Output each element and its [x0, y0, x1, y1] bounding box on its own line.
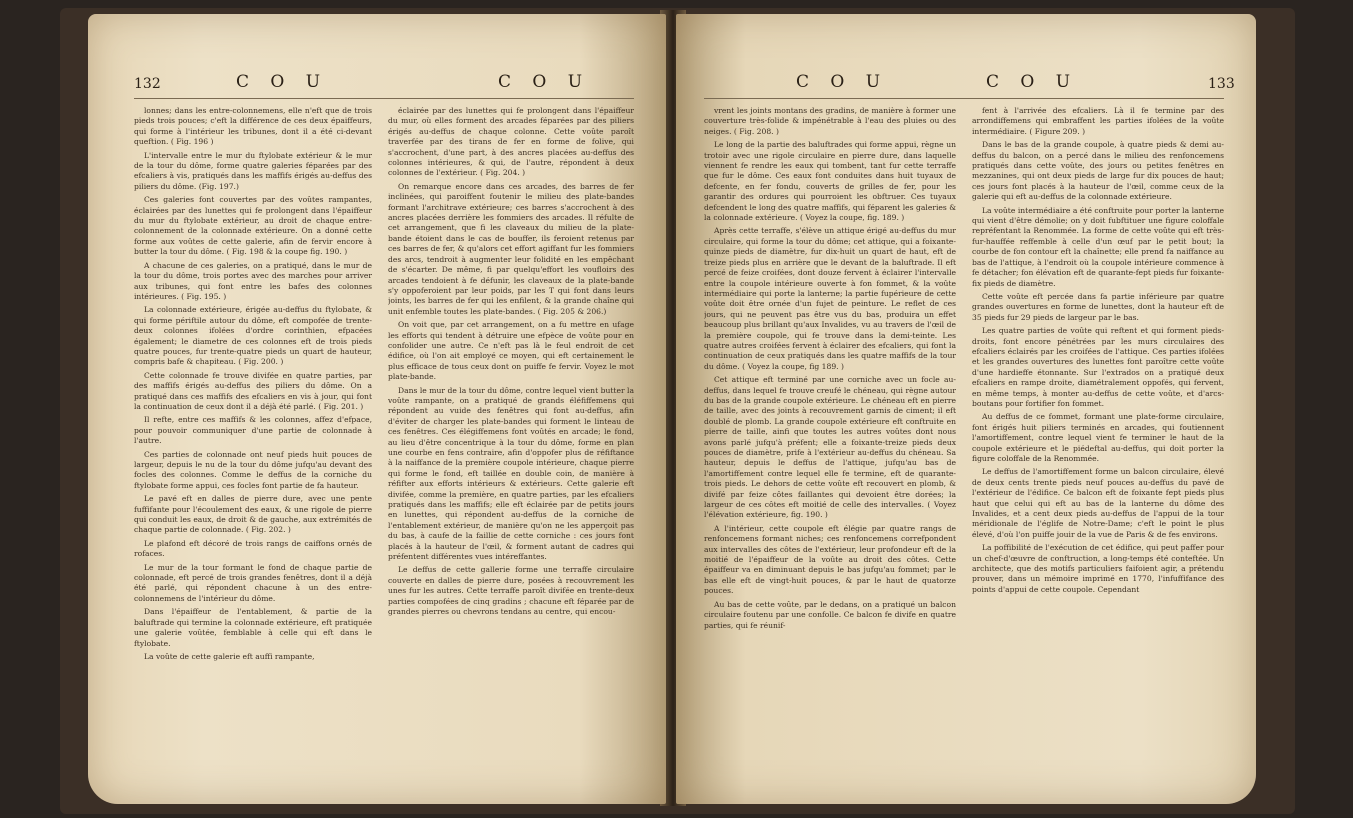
- left-column-1: [134, 106, 372, 796]
- paragraph: Après cette terraffe, s'élève un attique érigé au-deffus du mur circulaire, qui forme la tour du dôme; cet attique, qui a foixante-quinze pieds de diamètre, fur dix-huit un quart de haut, eft de treize pieds plus en arrière que le devant de la baluftrade. Il eft percé de feize croifées, dont douze fervent à éclairer l'intervalle entre la coupole intérieure ouverte à fon fommet, & la voûte intermédiaire qui porte la lanterne; la partie fupérieure de cette voûte doit être ornée d'un fujet de peinture. Le reflet de ces jours, qui ne peuvent pas être vus du bas, produira un effet beaucoup plus brillant qu'aux Invalides, vu au travers de l'œil de la première coupole, qui fe trouve dans la demi-teinte. Les quatre autres croifées fervent à éclairer des efcaliers, qui font la continuation de ceux pratiqués dans les quatre maffifs de la tour du dôme. ( Voyez la coupe, fig 189. ): [704, 226, 956, 371]
- paragraph: A chacune de ces galeries, on a pratiqué, dans le mur de la tour du dôme, trois portes avec des marches pour arriver aux tribunes, qui font entre les bafes des colonnes intérieures. ( Fig. 195. ): [134, 260, 372, 301]
- paragraph: Au bas de cette voûte, par le dedans, on a pratiqué un balcon circulaire foutenu par une confolle. Ce balcon fe divife en quatre parties, qui fe réunif-: [704, 599, 956, 630]
- paragraph: Dans le mur de la tour du dôme, contre lequel vient butter la voûte rampante, on a pratiqué de grands éléfiffemens qui répondent au vuide des fenêtres qui font au-deffus, afin d'éviter de charger les plate-bandes qui forment le linteau de ces fenêtres. Ces élégiffemens font voûtés en arcade; le fond, au lieu d'être concentrique à la tour du dôme, forme en plan une courbe en fens contraire, afin d'oppofer plus de réfiftance à la naiffance de la première coupole intérieure, chaque pierre qui forme le fond, eft taillée en double coin, de manière à réfifter aux efforts intérieurs & extérieurs. Cette galerie eft divifée, comme la première, en quatre parties, par les efcaliers pratiqués dans les maffifs; elle eft éclairée par de petits jours en lunettes, qui répondent au-deffus de la corniche de l'entablement extérieur, de manière qu'on ne les apperçoit pas du bas, à caufe de la faillie de cette corniche : ces jours font placés à la hauteur de l'œil, & forment autant de cadres qui préfentent différentes vues intéreffantes.: [388, 385, 634, 562]
- paragraph: La poffibilité de l'exécution de cet édifice, qui peut paffer pour un chef-d'œuvre de conftruction, a long-temps été conteftée. Un architecte, que des motifs particuliers faifoient agir, a prétendu prouver, dans un mémoire imprimé en 1770, l'infuffifance des points d'appui de cette coupole. Cependant: [972, 543, 1224, 594]
- right-header-rule: [704, 98, 1224, 99]
- right-header-left: C O U: [796, 72, 889, 92]
- paragraph: Dans l'épaiffeur de l'entablement, & partie de la baluftrade qui termine la colonnade extérieure, eft pratiquée une galerie voûtée, femblable à celle qui eft dans le ftylobate.: [134, 607, 372, 648]
- right-page: [676, 14, 1256, 804]
- paragraph: La voûte intermédiaire a été conftruite pour porter la lanterne qui vient d'être démolie; on y doit fubftituer une figure coloffale repréfentant la Renommée. La forme de cette voûte qui eft très-fur-hauffée reffemble à celle d'un œuf par le petit bout; la courbe de fon contour eft la chaînette; elle prend fa naiffance au bas de l'attique, à l'endroit où la coupole intérieure commence à fe détacher; fon élévation eft de quarante-fept pieds fur foixante-fix pieds de diamètre.: [972, 205, 1224, 288]
- paragraph: On remarque encore dans ces arcades, des barres de fer inclinées, qui paroiffent foutenir le milieu des plate-bandes formant l'architrave extérieure; ces barres s'accrochent à des ancres placées derrière les fommiers des arcades. Il réfulte de cet arrangement, que fi les claveaux du milieu de la plate-bande étoient dans le cas de bouffer, ils feroient retenus par ces barres de fer, & qu'alors cet effort agiffant fur les fommiers des arcs, tendroit à augmenter leur folidité en les empêchant de s'écarter. De même, fi par quelqu'effort les voufloirs des arcades tendoient à fe défunir, les claveaux de la plate-bande s'y oppoferoient par leur poids, par les T qui font dans leurs joints, les barres de fer qui les enfilent, & la grande chaîne qui unit enfemble toutes les plate-bandes. ( Fig. 205 & 206.): [388, 181, 634, 316]
- paragraph: Il refte, entre ces maffifs & les colonnes, affez d'efpace, pour pouvoir communiquer d'une partie de colonnade à l'autre.: [134, 415, 372, 446]
- paragraph: fent à l'arrivée des efcaliers. Là il fe termine par des arrondiffemens qui embraffent les parties ifolées de la voûte intermédiaire. ( Figure 209. ): [972, 106, 1224, 136]
- paragraph: Dans le bas de la grande coupole, à quatre pieds & demi au-deffus du balcon, on a percé dans le milieu des renfoncemens pratiqués dans cette voûte, des jours ou petites fenêtres en mezzanines, qui ont deux pieds de large fur dix pouces de haut; ces jours font placés à la hauteur de l'œil, comme ceux de la galerie qui eft au-deffus de la colonnade extérieure.: [972, 140, 1224, 202]
- paragraph: Ces galeries font couvertes par des voûtes rampantes, éclairées par des lunettes qui fe prolongent dans l'épaiffeur du mur du ftylobate extérieur, au droit de chaque entre-colonnement de la colonnade extérieure. On a donné cette forme aux voûtes de cette galerie, afin de fervir encore à butter la tour du dôme. ( Fig. 198 & la coupe fig. 190. ): [134, 195, 372, 257]
- paragraph: lonnes; dans les entre-colonnemens, elle n'eft que de trois pieds trois pouces; c'eft la différence de ces deux épaiffeurs, qui forme à l'intérieur les tribunes, dont il a été ci-devant queftion. ( Fig. 196 ): [134, 106, 372, 147]
- left-page-number: 132: [134, 76, 161, 92]
- right-column-1: [704, 106, 956, 796]
- paragraph: Le plafond eft décoré de trois rangs de caiffons ornés de rofaces.: [134, 538, 372, 559]
- right-page-number: 133: [1208, 76, 1235, 92]
- paragraph: L'intervalle entre le mur du ftylobate extérieur & le mur de la tour du dôme, forme quatre galeries féparées par des efcaliers à vis, pratiqués dans les maffifs érigés au-deffus des piliers du dôme. (Fig. 197.): [134, 150, 372, 191]
- left-header-right: C O U: [498, 72, 591, 92]
- left-page: [88, 14, 666, 804]
- paragraph: Le mur de la tour formant le fond de chaque partie de colonnade, eft percé de trois grandes fenêtres, dont il a déjà été parlé, qui répondent chacune à un des entre-colonnemens de l'intérieur du dôme.: [134, 562, 372, 603]
- paragraph: A l'intérieur, cette coupole eft élégie par quatre rangs de renfoncemens formant niches; ces renfoncemens correfpondent aux intervalles des côtes de l'extérieur, leur profondeur eft de la moitié de l'épaiffeur de la voûte au droit des côtes. Cette épaiffeur va en diminuant depuis le bas jufqu'au fommet; par le bas elle eft de vingt-huit pouces, & par le haut de quatorze pouces.: [704, 523, 956, 596]
- paragraph: Le deffus de l'amortiffement forme un balcon circulaire, élevé de deux cents trente pieds neuf pouces au-deffus du pavé de l'extérieur de l'édifice. Ce balcon eft de foixante fept pieds plus haut que celui qui eft au bas de la lanterne du dôme des Invalides, et a cent deux pieds au-deffus de l'appui de la tour méridionale de l'églife de Notre-Dame; c'eft le point le plus élevé, d'où l'on puiffe jouir de la vue de Paris & de fes environs.: [972, 467, 1224, 539]
- right-header-right: C O U: [986, 72, 1079, 92]
- paragraph: Cet attique eft terminé par une corniche avec un focle au-deffus, dans lequel fe trouve creufé le chéneau, qui règne autour du bas de la grande coupole extérieure. Le chéneau eft en pierre de taille, avec des joints à recouvrement garnis de ciment; il eft doublé de plomb. La grande coupole extérieure eft conftruite en pierre de taille, ainfi que toutes les autres voûtes dont nous avons parlé jufqu'à préfent; elle a foixante-treize pieds deux pouces de diamètre, prife à l'extérieur au-deffus du chéneau. Sa hauteur, depuis le deffus de l'attique, jufqu'au bas de l'amortiffement contre lequel elle fe termine, eft de quarante-trois pieds. Le dehors de cette voûte eft recouvert en plomb, & divifé par feize côtes faillantes qui devoient être dorées; la largeur de ces côtes eft moitié de celle des intervalles. ( Voyez l'élévation extérieure, fig. 190. ): [704, 375, 956, 520]
- paragraph: Cette voûte eft percée dans fa partie inférieure par quatre grandes ouvertures en forme de lunettes, dont la hauteur eft de 35 pieds fur 29 pieds de largeur par le bas.: [972, 291, 1224, 322]
- paragraph: Au deffus de ce fommet, formant une plate-forme circulaire, font érigés huit piliers terminés en arcades, qui foutiennent l'amortiffement, contre lequel vient fe terminer le haut de la coupole extérieure et le piédeftal au-deffus, qui doit porter la figure coloffale de la Renommée.: [972, 412, 1224, 463]
- paragraph: La voûte de cette galerie eft auffi rampante,: [144, 651, 315, 661]
- left-header-rule: [134, 98, 634, 99]
- paragraph: La colonnade extérieure, érigée au-deffus du ftylobate, & qui forme périftile autour du dôme, eft compofée de trente-deux colonnes ifolées d'ordre corinthien, efpacées également; le diametre de ces colonnes eft de trois pieds quatre pouces, fur trente-quatre pieds un quart de hauteur, compris bafe & chapiteau. ( Fig. 200. ): [134, 305, 372, 367]
- paragraph: vrent les joints montans des gradins, de manière à former une couverture très-folide & impénétrable à l'eau des pluies ou des neiges. ( Fig. 208. ): [704, 106, 956, 136]
- left-column-2: [388, 106, 634, 796]
- paragraph: éclairée par des lunettes qui fe prolongent dans l'épaiffeur du mur, où elles forment des arcades féparées par des piliers érigés au-deffus de chaque colonne. Cette voûte paroît traverfée par des tirans de fer en forme de folive, qui s'accrochent, d'une part, à des ancres placées au-deffus des colonnes intérieures, & qui, de l'autre, répondent à deux colonnes de l'extérieur. ( Fig. 204. ): [388, 106, 634, 178]
- left-header-left: C O U: [236, 72, 329, 92]
- paragraph: Le long de la partie des baluftrades qui forme appui, règne un trotoir avec une rigole circulaire en pierre dure, dans laquelle viennent fe rendre les eaux qui tombent, tant fur cette terraffe que fur le dôme. Ces eaux font conduites dans huit tuyaux de defcente, en fer fondu, couverts de grilles de fer, pour les garantir des ordures qui pourroient les obftruer. Ces tuyaux defcendent le long des quatre maffifs, qui féparent les galeries & la colonnade extérieure. ( Voyez la coupe, fig. 189. ): [704, 140, 956, 223]
- paragraph: Cette colonnade fe trouve divifée en quatre parties, par des maffifs érigés au-deffus des piliers du dôme. On a pratiqué dans ces maffifs des efcaliers en vis à jour, qui font la continuation de ceux dont il a déjà été parlé. ( Fig. 201. ): [134, 370, 372, 411]
- right-column-2: [972, 106, 1224, 796]
- paragraph: Le pavé eft en dalles de pierre dure, avec une pente fuffifante pour l'écoulement des eaux, & une rigole de pierre qui conduit les eaux, de droit & de gauche, aux extrémités de chaque partie de colonnade. ( Fig. 202. ): [134, 494, 372, 535]
- paragraph: On voit que, par cet arrangement, on a fu mettre en ufage les efforts qui tendent à détruire une efpèce de voûte pour en confolider une autre. Ce n'eft pas là le feul endroit de cet édifice, où l'on ait employé ce moyen, qui eft certainement le plus efficace de tous ceux dont on puiffe fe fervir. Voyez le mot plate-bande.: [388, 320, 634, 382]
- paragraph: Ces parties de colonnade ont neuf pieds huit pouces de largeur, depuis le nu de la tour du dôme jufqu'au devant des focles des colonnes. Comme le deffus de la corniche du ftylobate forme appui, ces focles font partie de fa hauteur.: [134, 449, 372, 490]
- paragraph: Le deffus de cette gallerie forme une terraffe circulaire couverte en dalles de pierre dure, posées à recouvrement les unes fur les autres. Cette terraffe paroît divifée en trente-deux parties compofées de cinq gradins ; chacune eft féparée par de grandes pierres ou chevrons tendans au centre, qui encou-: [388, 565, 634, 617]
- paragraph: Les quatre parties de voûte qui reftent et qui forment pieds-droits, font encore pénétrées par les murs circulaires des efcaliers éclairés par les croifées de l'attique. Ces parties ifolées et les grandes ouvertures des lunettes font paroître cette voûte d'une hardieffe étonnante. Sur l'extrados on a pratiqué deux efcaliers en rampe droite, diamétralement oppofés, qui fervent, en même temps, à monter au-deffus de cette voûte, et d'arcs-boutans pour fortifier fon fommet.: [972, 326, 1224, 408]
